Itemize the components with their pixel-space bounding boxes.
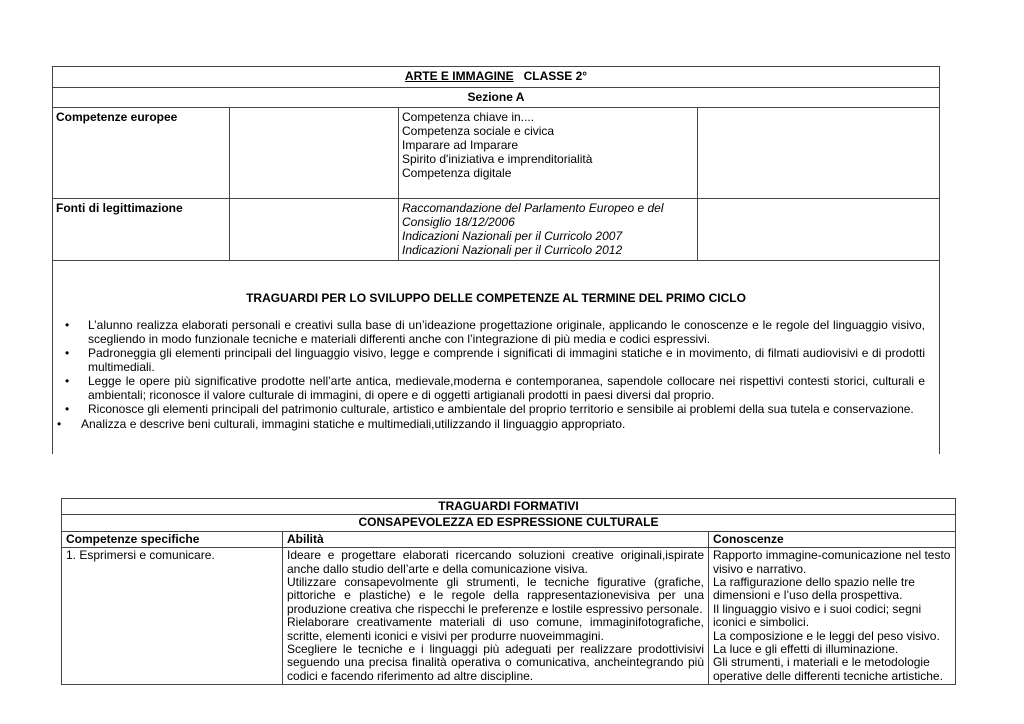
list-item: Scegliere le tecniche e i linguaggi più adeguati per realizzare prodottivisivi seguendo una precisa finalità operativa o comunicativa, ancheintegrando più codici e facendo riferimento ad altre discipline. [287, 642, 704, 683]
column-header: Conoscenze [709, 531, 956, 547]
list-item: Consiglio 18/12/2006 [402, 215, 515, 229]
curriculum-header-table [52, 66, 940, 454]
list-item: Gli strumenti, i materiali e le metodologie operative delle differenti tecniche artistiche. [713, 655, 943, 683]
list-item: Indicazioni Nazionali per il Curricolo 2007 [402, 229, 623, 243]
conoscenze-cell [709, 548, 956, 685]
list-item: Ideare e progettare elaborati ricercando soluzioni creative originali,ispirate anche dallo studio dell’arte e della comunicazione visiva. [287, 548, 704, 576]
bullet-icon: • [65, 346, 70, 360]
empty-cell [230, 199, 399, 261]
list-item: Indicazioni Nazionali per il Curricolo 2012 [402, 243, 623, 257]
list-item: Spirito d'iniziativa e imprenditorialità [402, 152, 593, 166]
list-item: La luce e gli effetti di illuminazione. [713, 642, 899, 657]
fonti-label: Fonti di legittimazione [53, 199, 230, 261]
list-item: Utilizzare consapevolmente gli strumenti, le tecniche figurative (grafiche, pittoriche e plastiche) e le regole della rappresentazionevisiva per una produzione creativa che rispecchi le preferenze e lostile espressivo personale. [287, 575, 704, 616]
table-title: TRAGUARDI FORMATIVI [62, 499, 956, 515]
table-title [53, 67, 940, 88]
list-item: • Padroneggia gli elementi principali del linguaggio visivo, legge e comprende i significati di immagini statiche e in movimento, di filmati audiovisivi e di prodotti multimediali. [65, 346, 925, 374]
bullet-icon: • [65, 374, 70, 388]
subject-title: ARTE E IMMAGINE [404, 69, 514, 83]
traguardi-section [53, 261, 940, 455]
empty-cell [698, 199, 940, 261]
bullet-icon: • [65, 402, 70, 416]
list-item: • Legge le opere più significative prodotte nell’arte antica, medievale,moderna e contemporanea, sapendole collocare nei rispettivi contesti storici, culturali e ambientali; riconosce il valore culturale di immagini, di opere e di oggetti artigianali prodotti in paesi diversi dal proprio. [65, 374, 925, 402]
list-item: La composizione e le leggi del peso visivo. [713, 628, 940, 643]
competenze-europee-label: Competenze europee [53, 108, 230, 199]
bullet-icon: • [65, 318, 70, 332]
section-label: Sezione A [53, 88, 940, 108]
column-header: Abilità [283, 531, 709, 547]
list-item: Rielaborare creativamente materiali di uso comune, immaginifotografiche, scritte, elementi iconici e visivi per produrre nuoveimmagini. [287, 615, 704, 643]
competenza-cell: 1. Esprimersi e comunicare. [62, 548, 283, 685]
list-item: La raffigurazione dello spazio nelle tre dimensioni e l’uso della prospettiva. [713, 575, 915, 603]
fonti-list [399, 199, 698, 261]
table-subtitle: CONSAPEVOLEZZA ED ESPRESSIONE CULTURALE [62, 515, 956, 531]
list-item: Imparare ad Imparare [402, 138, 519, 152]
empty-cell [230, 108, 399, 199]
list-item: • Riconosce gli elementi principali del patrimonio culturale, artistico e ambientale del proprio territorio e sensibile ai problemi della sua tutela e conservazione. [65, 402, 914, 416]
competenze-list [399, 108, 698, 199]
list-item: • Analizza e descrive beni culturali, immagini statiche e multimediali,utilizzando il linguaggio appropriato. [57, 416, 626, 431]
list-item: Rapporto immagine-comunicazione nel testo visivo e narrativo. [713, 548, 951, 576]
list-item: Competenza chiave in.... [402, 110, 535, 124]
bullet-icon: • [57, 416, 62, 431]
class-label: CLASSE 2° [523, 69, 588, 83]
list-item: Competenza digitale [402, 166, 512, 180]
list-item: • L’alunno realizza elaborati personali e creativi sulla base di un’ideazione progettazione originale, applicando le conoscenze e le regole del linguaggio visivo, scegliendo in modo funzionale tecniche e materiali differenti anche con l’integrazione di più media e codici espressivi. [65, 318, 925, 346]
abilita-cell [283, 548, 709, 685]
list-item: Raccomandazione del Parlamento Europeo e del [402, 201, 664, 215]
list-item: Il linguaggio visivo e i suoi codici; segni iconici e simbolici. [713, 601, 922, 630]
traguardi-formativi-table [61, 498, 956, 685]
traguardi-title: TRAGUARDI PER LO SVILUPPO DELLE COMPETENZE AL TERMINE DEL PRIMO CICLO [246, 291, 746, 305]
empty-cell [698, 108, 940, 199]
traguardi-list [53, 319, 939, 431]
list-item: Competenza sociale e civica [402, 124, 555, 138]
column-header: Competenze specifiche [62, 531, 283, 547]
